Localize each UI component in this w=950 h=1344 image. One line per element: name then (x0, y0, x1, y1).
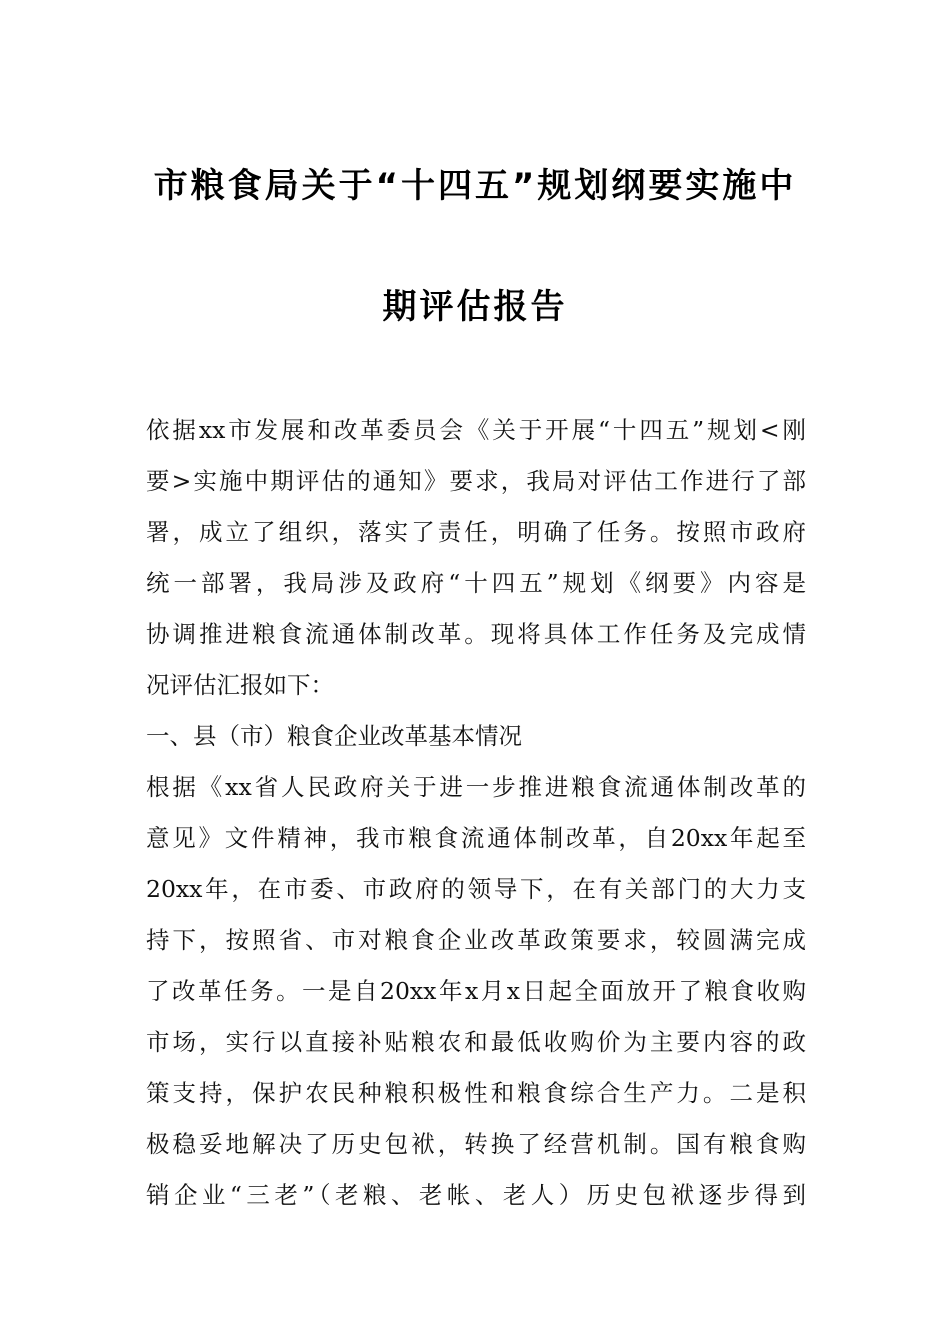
body-line: 署，成立了组织，落实了责任，明确了任务。按照市政府 (146, 518, 806, 546)
document-title-line-2: 期评估报告 (382, 287, 568, 327)
body-line: 极稳妥地解决了历史包袱，转换了经营机制。国有粮食购 (146, 1130, 806, 1158)
body-line: 意见》文件精神，我市粮食流通体制改革，自20xx年起至 (146, 824, 806, 852)
section-heading: 一、县（市）粮食企业改革基本情况 (146, 722, 522, 750)
body-line: 协调推进粮食流通体制改革。现将具体工作任务及完成情 (146, 620, 806, 648)
body-line: 销企业“三老”（老粮、老帐、老人）历史包袱逐步得到 (146, 1181, 806, 1209)
body-line: 持下，按照省、市对粮食企业改革政策要求，较圆满完成 (146, 926, 806, 954)
body-line: 根据《xx省人民政府关于进一步推进粮食流通体制改革的 (146, 773, 806, 801)
body-line: 市场，实行以直接补贴粮农和最低收购价为主要内容的政 (146, 1028, 806, 1056)
body-line: 策支持，保护农民种粮积极性和粮食综合生产力。二是积 (146, 1079, 806, 1107)
body-line: 了改革任务。一是自20xx年x月x日起全面放开了粮食收购 (146, 977, 806, 1005)
body-line: 况评估汇报如下： (146, 671, 334, 699)
body-line: 依据xx市发展和改革委员会《关于开展“十四五”规划<刚 (146, 416, 806, 444)
document-title-line-1: 市粮食局关于“十四五”规划纲要实施中 (153, 166, 797, 206)
body-line: 要>实施中期评估的通知》要求，我局对评估工作进行了部 (146, 467, 806, 495)
body-line: 统一部署，我局涉及政府“十四五”规划《纲要》内容是 (146, 569, 806, 597)
body-line: 20xx年，在市委、市政府的领导下，在有关部门的大力支 (146, 875, 806, 903)
